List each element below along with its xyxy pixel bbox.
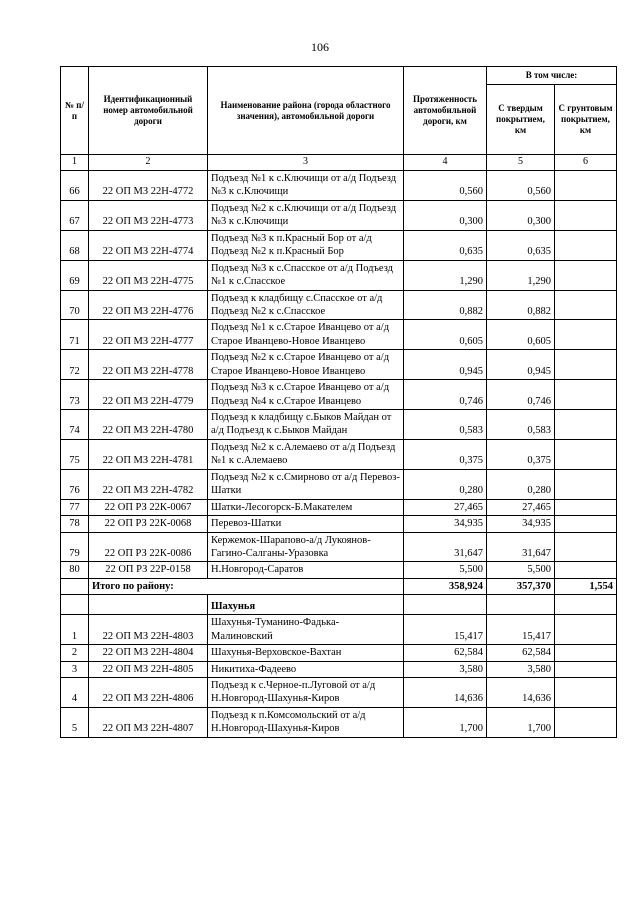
- table-row: [61, 532, 617, 562]
- row-number: 76: [61, 469, 89, 499]
- row-number: 75: [61, 439, 89, 469]
- row-number: 79: [61, 532, 89, 562]
- column-index-row: [61, 155, 617, 171]
- road-name: Кержемок-Шарапово-а/д Лукоянов-Гагино-Салганы-Уразовка: [208, 532, 404, 562]
- table-row: [61, 200, 617, 230]
- road-id: 22 ОП МЗ 22Н-4804: [89, 645, 208, 661]
- table-row: [61, 516, 617, 532]
- table-row: [61, 230, 617, 260]
- hard-surface-length: 5,500: [487, 562, 555, 578]
- row-number: 5: [61, 707, 89, 737]
- hard-surface-length: 15,417: [487, 615, 555, 645]
- row-number: 3: [61, 661, 89, 677]
- table-row: [61, 661, 617, 677]
- index-cell: 3: [208, 155, 404, 171]
- road-name: Подъезд №2 к с.Старое Иванцево от а/д Старое Иванцево-Новое Иванцево: [208, 350, 404, 380]
- road-length: 0,300: [404, 200, 487, 230]
- hard-surface-length: 62,584: [487, 645, 555, 661]
- row-number: 68: [61, 230, 89, 260]
- total-row: [61, 578, 617, 594]
- ground-surface-length: [555, 615, 617, 645]
- ground-surface-length: [555, 499, 617, 515]
- header-including: В том числе:: [487, 67, 617, 85]
- road-length: 0,882: [404, 290, 487, 320]
- row-number: 73: [61, 380, 89, 410]
- road-name: Подъезд №2 к с.Алемаево от а/д Подъезд №1 к с.Алемаево: [208, 439, 404, 469]
- ground-surface-length: [555, 516, 617, 532]
- road-name: Подъезд №3 к с.Старое Иванцево от а/д Подъезд №4 к с.Старое Иванцево: [208, 380, 404, 410]
- road-length: 15,417: [404, 615, 487, 645]
- road-name: Н.Новгород-Саратов: [208, 562, 404, 578]
- road-id: 22 ОП МЗ 22Н-4781: [89, 439, 208, 469]
- road-id: 22 ОП МЗ 22Н-4778: [89, 350, 208, 380]
- row-number: 71: [61, 320, 89, 350]
- road-id: 22 ОП МЗ 22Н-4780: [89, 410, 208, 440]
- total-label: Итого по району:: [89, 578, 404, 594]
- row-number: 69: [61, 260, 89, 290]
- table-row: [61, 350, 617, 380]
- header-road-name: Наименование района (города областного значения), автомобильной дороги: [208, 67, 404, 155]
- road-id: 22 ОП МЗ 22Н-4777: [89, 320, 208, 350]
- road-name: Подъезд №1 к с.Ключищи от а/д Подъезд №3 к с.Ключищи: [208, 171, 404, 201]
- road-id: 22 ОП МЗ 22Н-4782: [89, 469, 208, 499]
- roads-table: [60, 66, 617, 738]
- ground-surface-length: [555, 532, 617, 562]
- ground-surface-length: [555, 230, 617, 260]
- road-id: 22 ОП МЗ 22Н-4779: [89, 380, 208, 410]
- ground-surface-length: [555, 200, 617, 230]
- road-length: 1,290: [404, 260, 487, 290]
- row-number: 74: [61, 410, 89, 440]
- index-cell: 5: [487, 155, 555, 171]
- header-number: № п/п: [61, 67, 89, 155]
- road-length: 27,465: [404, 499, 487, 515]
- road-id: 22 ОП РЗ 22К-0068: [89, 516, 208, 532]
- road-name: Шатки-Лесогорск-Б.Макателем: [208, 499, 404, 515]
- road-id: 22 ОП МЗ 22Н-4805: [89, 661, 208, 677]
- road-id: 22 ОП МЗ 22Н-4803: [89, 615, 208, 645]
- header-hard-surface: С твердым покрытием, км: [487, 85, 555, 155]
- road-id: 22 ОП МЗ 22Н-4775: [89, 260, 208, 290]
- table-row: [61, 678, 617, 708]
- index-cell: 4: [404, 155, 487, 171]
- road-length: 1,700: [404, 707, 487, 737]
- road-name: Подъезд к п.Комсомольский от а/д Н.Новгород-Шахунья-Киров: [208, 707, 404, 737]
- road-name: Перевоз-Шатки: [208, 516, 404, 532]
- table-row: [61, 645, 617, 661]
- road-length: 0,635: [404, 230, 487, 260]
- road-length: 31,647: [404, 532, 487, 562]
- section-row: [61, 595, 617, 615]
- road-id: 22 ОП РЗ 22К-0086: [89, 532, 208, 562]
- index-cell: 6: [555, 155, 617, 171]
- table-row: [61, 707, 617, 737]
- road-id: 22 ОП МЗ 22Н-4807: [89, 707, 208, 737]
- ground-surface-length: [555, 350, 617, 380]
- road-name: Шахунья-Верховское-Вахтан: [208, 645, 404, 661]
- table-row: [61, 290, 617, 320]
- road-name: Подъезд к кладбищу с.Быков Майдан от а/д Подъезд к с.Быков Майдан: [208, 410, 404, 440]
- hard-surface-length: 0,280: [487, 469, 555, 499]
- road-length: 34,935: [404, 516, 487, 532]
- hard-surface-length: 1,290: [487, 260, 555, 290]
- ground-surface-length: [555, 661, 617, 677]
- index-cell: 2: [89, 155, 208, 171]
- table-row: [61, 499, 617, 515]
- row-number: 67: [61, 200, 89, 230]
- page-number: 106: [311, 40, 329, 54]
- road-id: 22 ОП МЗ 22Н-4776: [89, 290, 208, 320]
- hard-surface-length: 0,300: [487, 200, 555, 230]
- ground-surface-length: [555, 707, 617, 737]
- row-number: 78: [61, 516, 89, 532]
- road-name: Подъезд к с.Черное-п.Луговой от а/д Н.Новгород-Шахунья-Киров: [208, 678, 404, 708]
- table-row: [61, 171, 617, 201]
- row-number: 77: [61, 499, 89, 515]
- hard-surface-length: 0,375: [487, 439, 555, 469]
- road-length: 3,580: [404, 661, 487, 677]
- table-row: [61, 260, 617, 290]
- row-number: 80: [61, 562, 89, 578]
- hard-surface-length: 0,945: [487, 350, 555, 380]
- hard-surface-length: 0,746: [487, 380, 555, 410]
- road-name: Подъезд №2 к с.Смирново от а/д Перевоз-Шатки: [208, 469, 404, 499]
- hard-surface-length: 14,636: [487, 678, 555, 708]
- ground-surface-length: [555, 439, 617, 469]
- table-row: [61, 615, 617, 645]
- road-id: 22 ОП РЗ 22К-0067: [89, 499, 208, 515]
- ground-surface-length: [555, 410, 617, 440]
- row-number: 2: [61, 645, 89, 661]
- table-row: [61, 380, 617, 410]
- row-number: 66: [61, 171, 89, 201]
- road-name: Подъезд №3 к с.Спасское от а/д Подъезд №1 к с.Спасское: [208, 260, 404, 290]
- road-length: 14,636: [404, 678, 487, 708]
- road-name: Подъезд №1 к с.Старое Иванцево от а/д Старое Иванцево-Новое Иванцево: [208, 320, 404, 350]
- road-length: 0,605: [404, 320, 487, 350]
- road-id: 22 ОП МЗ 22Н-4806: [89, 678, 208, 708]
- ground-surface-length: [555, 678, 617, 708]
- row-number: 4: [61, 678, 89, 708]
- ground-surface-length: [555, 320, 617, 350]
- road-length: 0,375: [404, 439, 487, 469]
- road-id: 22 ОП МЗ 22Н-4773: [89, 200, 208, 230]
- section-title: Шахунья: [208, 595, 404, 615]
- hard-surface-length: 1,700: [487, 707, 555, 737]
- ground-surface-length: [555, 562, 617, 578]
- table-row: [61, 562, 617, 578]
- road-id: 22 ОП МЗ 22Н-4772: [89, 171, 208, 201]
- road-length: 0,560: [404, 171, 487, 201]
- hard-surface-length: 0,583: [487, 410, 555, 440]
- road-name: Шахунья-Туманино-Фадька-Малиновский: [208, 615, 404, 645]
- road-name: Подъезд №2 к с.Ключищи от а/д Подъезд №3 к с.Ключищи: [208, 200, 404, 230]
- total-ground: 1,554: [555, 578, 617, 594]
- ground-surface-length: [555, 469, 617, 499]
- hard-surface-length: 0,605: [487, 320, 555, 350]
- table-row: [61, 439, 617, 469]
- ground-surface-length: [555, 290, 617, 320]
- hard-surface-length: 3,580: [487, 661, 555, 677]
- road-name: Подъезд к кладбищу с.Спасское от а/д Подъезд №2 к с.Спасское: [208, 290, 404, 320]
- road-name: Никитиха-Фадеево: [208, 661, 404, 677]
- index-cell: 1: [61, 155, 89, 171]
- hard-surface-length: 34,935: [487, 516, 555, 532]
- road-length: 5,500: [404, 562, 487, 578]
- total-length: 358,924: [404, 578, 487, 594]
- road-length: 0,746: [404, 380, 487, 410]
- table-row: [61, 320, 617, 350]
- ground-surface-length: [555, 645, 617, 661]
- hard-surface-length: 27,465: [487, 499, 555, 515]
- road-length: 0,280: [404, 469, 487, 499]
- header-road-id: Идентификационный номер автомобильной дороги: [89, 67, 208, 155]
- road-name: Подъезд №3 к п.Красный Бор от а/д Подъезд №2 к п.Красный Бор: [208, 230, 404, 260]
- hard-surface-length: 0,635: [487, 230, 555, 260]
- total-hard: 357,370: [487, 578, 555, 594]
- road-id: 22 ОП МЗ 22Н-4774: [89, 230, 208, 260]
- hard-surface-length: 0,560: [487, 171, 555, 201]
- row-number: 1: [61, 615, 89, 645]
- hard-surface-length: 31,647: [487, 532, 555, 562]
- row-number: 72: [61, 350, 89, 380]
- row-number: 70: [61, 290, 89, 320]
- ground-surface-length: [555, 260, 617, 290]
- ground-surface-length: [555, 171, 617, 201]
- hard-surface-length: 0,882: [487, 290, 555, 320]
- road-length: 62,584: [404, 645, 487, 661]
- header-ground-surface: С грунтовым покрытием, км: [555, 85, 617, 155]
- table-row: [61, 410, 617, 440]
- road-length: 0,945: [404, 350, 487, 380]
- table-row: [61, 469, 617, 499]
- header-length: Протяженность автомобильной дороги, км: [404, 67, 487, 155]
- road-id: 22 ОП РЗ 22Р-0158: [89, 562, 208, 578]
- road-length: 0,583: [404, 410, 487, 440]
- ground-surface-length: [555, 380, 617, 410]
